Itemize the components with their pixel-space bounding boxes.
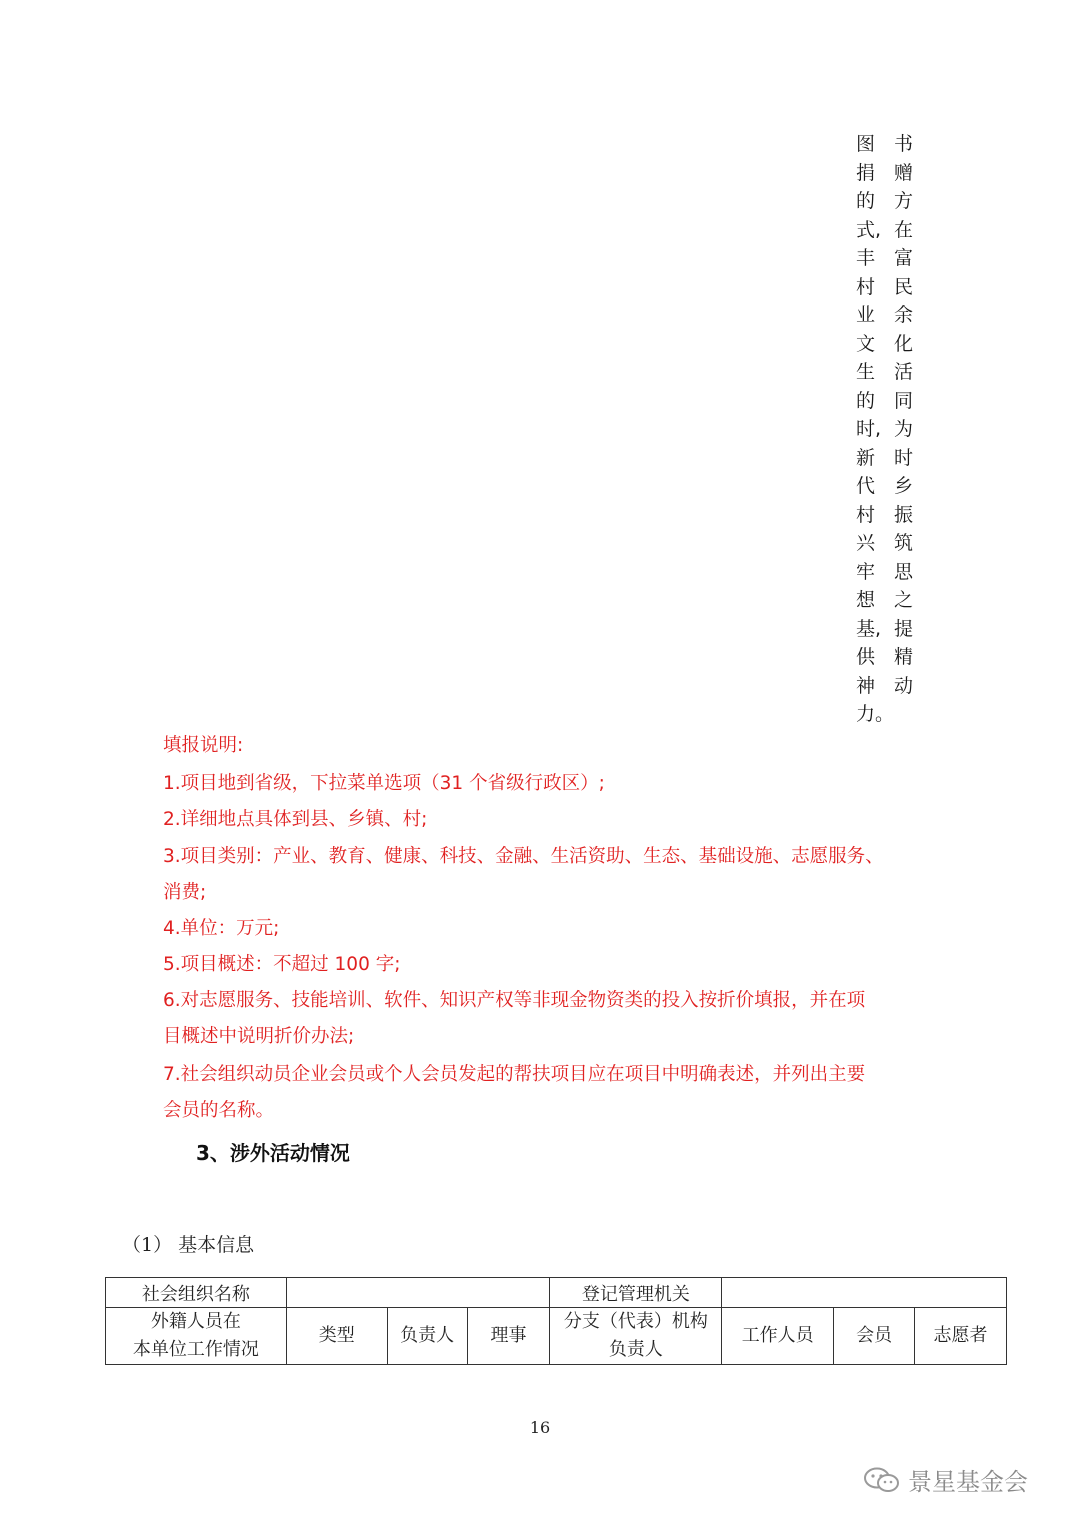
vertical-char: 书 [894, 133, 914, 155]
vertical-text-row [856, 159, 926, 188]
vertical-text-row [856, 415, 926, 444]
vertical-char: 动 [894, 674, 914, 697]
vertical-text-row [856, 472, 926, 501]
subsection-heading: （1） 基本信息 [122, 1234, 255, 1256]
vertical-text-row [856, 643, 926, 672]
vertical-char: 生 [856, 361, 876, 383]
vertical-text-row [856, 244, 926, 273]
column-head: 负责人 [387, 1308, 467, 1365]
registration-authority-value[interactable] [722, 1278, 1007, 1308]
vertical-char: 活 [894, 361, 914, 383]
vertical-char: 同 [894, 389, 914, 412]
vertical-text-row [856, 216, 926, 245]
section-title: 3、涉外活动情况 [196, 1141, 350, 1165]
vertical-text-row [856, 130, 926, 159]
vertical-char: 富 [894, 247, 914, 269]
vertical-char: 的 [856, 190, 876, 212]
vertical-text-row [856, 558, 926, 587]
note-line: 消费; [163, 882, 207, 903]
vertical-char: 村 [856, 275, 876, 298]
vertical-char: 乡 [894, 475, 914, 497]
vertical-char: 丰 [856, 247, 876, 269]
vertical-char: 业 [856, 304, 876, 326]
vertical-char: 余 [894, 304, 914, 326]
vertical-char: 文 [856, 332, 876, 355]
table-row [106, 1278, 1007, 1308]
watermark [862, 1462, 1028, 1497]
vertical-text-row [856, 187, 926, 216]
note-line: 1.项目地到省级，下拉菜单选项（31 个省级行政区）; [163, 773, 605, 794]
note-line: 2.详细地点具体到县、乡镇、村; [163, 809, 428, 830]
note-line: 目概述中说明折价办法; [163, 1026, 355, 1047]
vertical-text-row [856, 501, 926, 530]
vertical-char: 供 [856, 646, 876, 668]
basic-info-table [105, 1277, 1007, 1365]
vertical-text-row [856, 586, 926, 615]
vertical-char: 民 [894, 275, 914, 298]
vertical-text-row [856, 529, 926, 558]
column-volunteer: 志愿者 [915, 1308, 1007, 1365]
vertical-char: 基, [856, 617, 882, 640]
vertical-char: 神 [856, 674, 876, 697]
note-heading: 填报说明: [163, 735, 244, 756]
vertical-char: 想 [856, 589, 876, 611]
vertical-char: 之 [894, 589, 914, 611]
vertical-char: 新 [856, 446, 876, 469]
vertical-char: 时 [894, 446, 914, 469]
vertical-char: 兴 [856, 532, 876, 554]
vertical-char: 提 [894, 617, 914, 640]
note-line: 会员的名称。 [163, 1100, 275, 1121]
vertical-char: 精 [894, 646, 914, 668]
vertical-char: 化 [894, 332, 914, 355]
column-branch-head-line: 负责人 [608, 1339, 663, 1360]
org-name-value[interactable] [286, 1278, 550, 1308]
vertical-char: 力。 [856, 703, 895, 725]
vertical-char: 为 [894, 418, 914, 440]
vertical-char: 赠 [894, 161, 914, 184]
vertical-char: 思 [894, 560, 914, 583]
org-name-label: 社会组织名称 [106, 1278, 287, 1308]
vertical-text-row [856, 387, 926, 416]
vertical-char: 筑 [894, 532, 914, 554]
vertical-char: 振 [894, 503, 914, 526]
vertical-text-row [856, 615, 926, 644]
vertical-char: 式, [856, 218, 882, 241]
vertical-char: 代 [856, 475, 876, 497]
note-line: 5.项目概述：不超过 100 字; [163, 954, 401, 975]
vertical-text-row [856, 358, 926, 387]
note-line: 3.项目类别：产业、教育、健康、科技、金融、生活资助、生态、基础设施、志愿服务、 [163, 846, 884, 867]
vertical-char: 捐 [856, 161, 876, 184]
vertical-text-row [856, 444, 926, 473]
registration-authority-label: 登记管理机关 [550, 1278, 722, 1308]
vertical-text-block [856, 130, 926, 729]
table-row [106, 1308, 1007, 1365]
column-director: 理事 [467, 1308, 550, 1365]
column-staff: 工作人员 [722, 1308, 834, 1365]
vertical-char: 牢 [856, 560, 876, 583]
note-line: 6.对志愿服务、技能培训、软件、知识产权等非现金物资类的投入按折价填报，并在项 [163, 990, 866, 1011]
vertical-char: 方 [894, 190, 914, 212]
watermark-text: 景星基金会 [908, 1468, 1028, 1496]
vertical-text-row [856, 273, 926, 302]
wechat-icon [862, 1465, 902, 1495]
note-line: 7.社会组织动员企业会员或个人会员发起的帮扶项目应在项目中明确表述，并列出主要 [163, 1064, 866, 1085]
note-line: 4.单位：万元; [163, 918, 280, 939]
column-member: 会员 [834, 1308, 915, 1365]
page-number: 16 [529, 1418, 551, 1437]
foreign-staff-label [106, 1308, 287, 1365]
vertical-char: 的 [856, 389, 876, 412]
column-branch-head [550, 1308, 722, 1365]
foreign-staff-label-line: 本单位工作情况 [132, 1339, 259, 1360]
vertical-char: 在 [894, 218, 914, 241]
vertical-char: 村 [856, 503, 876, 526]
vertical-text-row [856, 301, 926, 330]
vertical-text-row [856, 700, 926, 729]
vertical-text-row [856, 672, 926, 701]
vertical-text-row [856, 330, 926, 359]
column-type: 类型 [286, 1308, 387, 1365]
vertical-char: 时, [856, 418, 882, 440]
foreign-staff-label-line: 外籍人员在 [150, 1311, 241, 1332]
column-branch-head-line: 分支（代表）机构 [563, 1311, 708, 1332]
vertical-char: 图 [856, 133, 876, 155]
